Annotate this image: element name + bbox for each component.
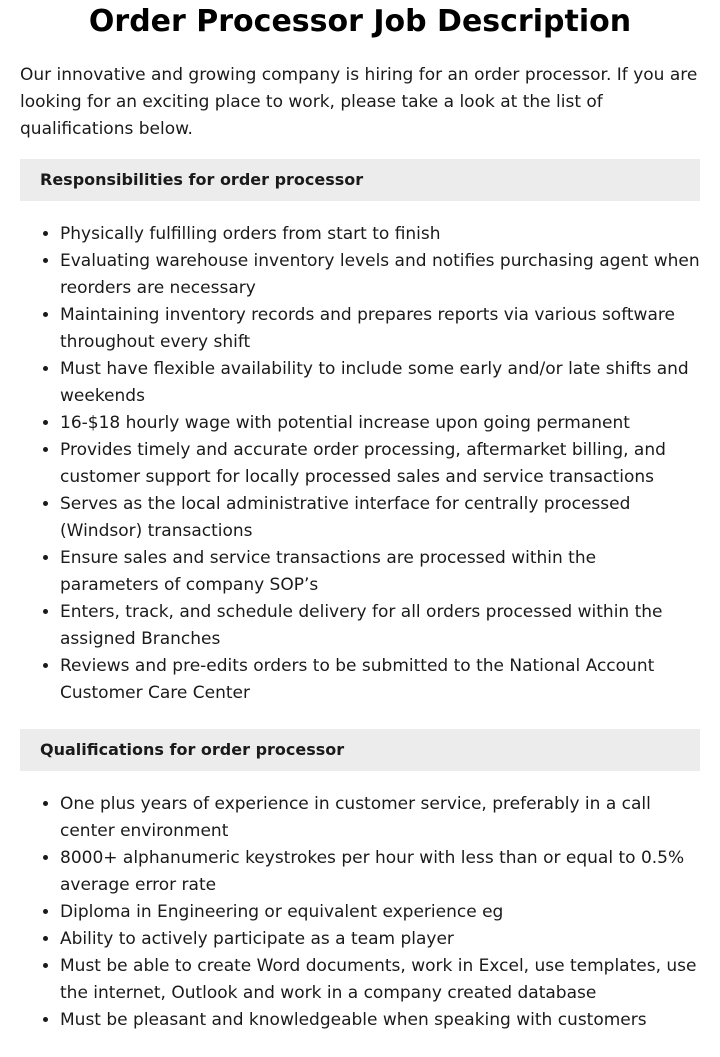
intro-paragraph: Our innovative and growing company is hiring for an order processor. If you are looking for an exciting place to work, please take a look at the list of qualifications below. <box>20 65 698 139</box>
list-item: • Must have flexible availability to include some early and/or late shifts and weekends <box>60 356 700 410</box>
list-item: • Serves as the local administrative interface for centrally processed (Windsor) transactions <box>60 491 700 545</box>
page-title: Order Processor Job Description <box>88 4 632 39</box>
list-item: • 16-$18 hourly wage with potential increase upon going permanent <box>60 410 700 437</box>
qualifications-heading: Qualifications for order processor <box>20 729 700 771</box>
list-item: • Ability to actively participate as a team player <box>60 926 700 953</box>
list-item: • Provides timely and accurate order processing, aftermarket billing, and customer support for locally processed sales and service transactions <box>60 437 700 491</box>
list-item: • Diploma in Engineering or equivalent experience eg <box>60 899 700 926</box>
list-item: • Ensure sales and service transactions are processed within the parameters of company SOP’s <box>60 545 700 599</box>
list-item: • Evaluating warehouse inventory levels and notifies purchasing agent when reorders are necessary <box>60 248 700 302</box>
responsibilities-heading: Responsibilities for order processor <box>20 159 700 201</box>
list-item: • Physically fulfilling orders from start to finish <box>60 221 700 248</box>
list-item: • Must be able to create Word documents, work in Excel, use templates, use the internet, Outlook and work in a company created database <box>60 953 700 1007</box>
list-item: • Maintaining inventory records and prepares reports via various software throughout every shift <box>60 302 700 356</box>
list-item: • 8000+ alphanumeric keystrokes per hour with less than or equal to 0.5% average error rate <box>60 845 700 899</box>
list-item: • Must be pleasant and knowledgeable when speaking with customers <box>60 1007 700 1034</box>
list-item: • Enters, track, and schedule delivery for all orders processed within the assigned Branches <box>60 599 700 653</box>
qualifications-list <box>20 791 700 1034</box>
list-item: • One plus years of experience in customer service, preferably in a call center environment <box>60 791 700 845</box>
list-item: • Reviews and pre-edits orders to be submitted to the National Account Customer Care Center <box>60 653 700 707</box>
responsibilities-list <box>20 221 700 707</box>
